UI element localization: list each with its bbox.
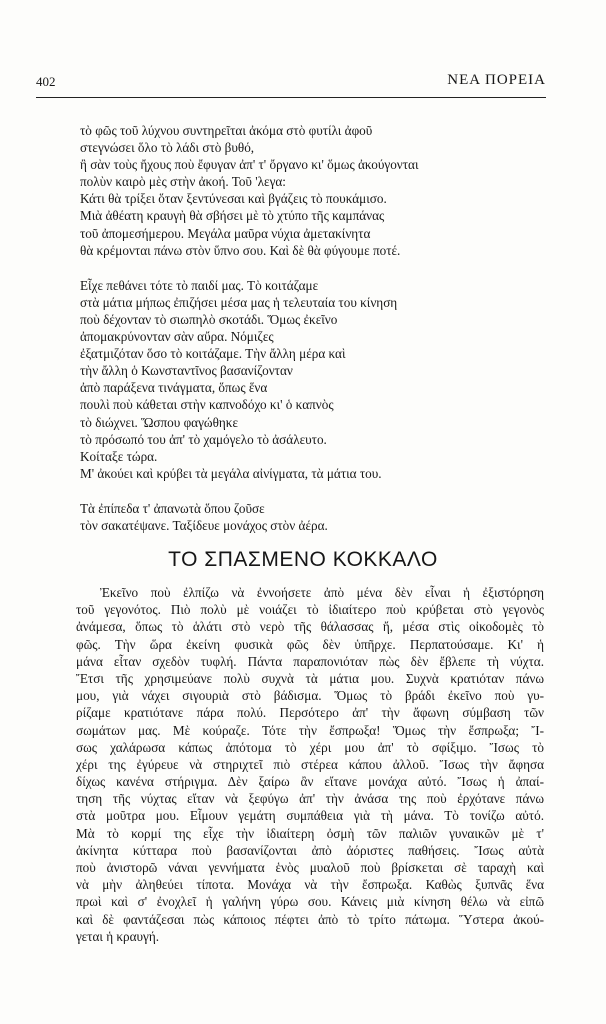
poem-line: πουλὶ ποὺ κάθεται στὴν καπνοδόχο κι' ὁ καπνὸς — [80, 397, 334, 413]
prose-line: τοῦ γεγονότος. Πιὸ πολὺ μὲ νοιάζει τὸ ἰδιαίτερο ποὺ κρύβεται στὸ γεγονὸς — [76, 602, 544, 618]
section-title: ΤΟ ΣΠΑΣΜΕΝΟ ΚΟΚΚΑΛΟ — [168, 548, 438, 571]
prose-line: γεται ἡ κραυγή. — [76, 928, 160, 944]
prose-line: Ἔτσι τῆς χρησιμεύανε πολὺ συχνὰ τὰ μάτια μου. Συχνὰ κρατιόταν πάνω — [76, 670, 544, 686]
running-head: ΝΕΑ ΠΟΡΕΙΑ — [447, 72, 546, 88]
poem-line: στεγνώσει ὅλο τὸ λάδι στὸ βυθό, — [80, 140, 255, 156]
prose-line: ρίζαμε κρατιότανε πάρα πολύ. Περσότερο ἀπ' τὴν ἄφωνη σύμβαση τῶν — [76, 705, 544, 721]
poem-line: ἀπομακρύνονταν σὰν αὔρα. Νόμιζες — [80, 329, 274, 345]
poem-line: τοῦ ἀπομεσήμερου. Μεγάλα μαῦρα νύχια ἀμετακίνητα — [80, 225, 371, 241]
poem-line: θὰ κρέμονται πάνω στὸν ὕπνο σου. Καὶ δὲ θὰ φύγουμε ποτέ. — [80, 242, 401, 258]
poem-line: ἐξατμιζόταν ὅσο τὸ κοιτάζαμε. Τὴν ἄλλη μέρα καὶ — [80, 346, 346, 362]
prose-line: μάνα εἶταν σχεδὸν τυφλή. Πάντα παραπονιόταν πὼς δὲν ἔβλεπε τὴ νύχτα. — [76, 653, 544, 669]
prose-line: σωμάτων μας. Μὲ κούραζε. Τότε τὴν ἔσπρωξα! Ὅμως τὴν ἔσπρωξα; Ἴ- — [76, 722, 544, 738]
poem-line: Μιὰ ἀθέατη κραυγὴ θὰ σβήσει μὲ τὸ χτύπο τῆς καμπάνας — [80, 208, 385, 224]
poem-line: στὰ μάτια μήπως ἐπιζήσει μέσα μας ἡ τελευταία του κίνηση — [80, 294, 398, 310]
poem-line: τὸν σακατέψανε. Ταξίδευε μονάχος στὸν ἀέρα. — [80, 517, 328, 533]
page-number: 402 — [36, 74, 56, 89]
poem-line: Εἶχε πεθάνει τότε τὸ παιδί μας. Τὸ κοιτάζαμε — [80, 277, 319, 293]
prose-line: χέρι της ἐγύρευε νὰ στηριχτεῖ πιὸ στέρεα κάπου ἀλλοῦ. Ἴσως τὴν ἄφησα — [76, 756, 544, 772]
page-header — [36, 72, 546, 94]
prose-line: ἀνάμεσα, ὅπως τὸ ἁλάτι στὸ νερὸ τῆς θάλασσας ἤ, μέσα στὶς οἰκοδομὲς τὸ — [76, 619, 544, 635]
prose-line: φῶς. Τὴν ὥρα ἐκείνη φυσικὰ φῶς δὲν ὑπῆρχε. Περπατούσαμε. Κι' ἡ — [76, 636, 544, 652]
poem-line: Κοίταξε τώρα. — [80, 448, 158, 464]
poem-line: Κάτι θὰ τρίξει ὅταν ξεντύνεσαι καὶ βγάζεις τὸ πουκάμισο. — [80, 191, 387, 207]
prose-line: σως χαλάρωσα κάπως ἀπότομα τὸ χέρι μου ἀπ' τὸ σφίξιμο. Ἴσως τὸ — [76, 739, 544, 755]
prose-line: πρωὶ καὶ σ' ἐνοχλεῖ ἡ γαλήνη γύρω σου. Κάνεις μιὰ κίνηση θέλω νὰ εἰπῶ — [76, 894, 544, 910]
prose-line: στὰ μοῦτρα μου. Εἶμουν γεμάτη συμπάθεια γιὰ τὴ μάνα. Τὸ τονίζω αὐτό. — [76, 808, 544, 824]
prose-text — [76, 584, 544, 945]
poem-line: ἢ σὰν τοὺς ἤχους ποὺ ἔφυγαν ἀπ' τ' ὄργανο κι' ὅμως ἀκούγονται — [80, 157, 419, 173]
header-rule — [36, 97, 546, 98]
poem-line: τὴν ἄλλη ὁ Κωνσταντῖνος βασανίζονταν — [80, 363, 293, 379]
poem-line: ἀπὸ παράξενα τινάγματα, ὅπως ἕνα — [80, 380, 268, 396]
poem-line: Τὰ ἐπίπεδα τ' ἀπανωτὰ ὅπου ζοῦσε — [80, 500, 265, 516]
prose-line: καὶ δὲ φαντάζεσαι πὼς κάποιος πέφτει ἀπὸ τὸ τρίτο πάτωμα. Ὕστερα ἀκού- — [76, 911, 544, 927]
poem-line: πολὺν καιρὸ μὲς στὴν ἀκοή. Τοῦ 'λεγα: — [80, 174, 286, 190]
prose-line: νὰ μὴν ἀληθεύει τίποτα. Μονάχα νὰ τὴν ἔσπρωξα. Καθὼς ξυπνᾶς ἕνα — [76, 877, 544, 893]
poem-line: τὸ διώχνει. Ὥσπου φαγώθηκε — [80, 414, 238, 430]
stanza-break — [80, 259, 550, 277]
poem-line: τὸ φῶς τοῦ λύχνου συντηρεῖται ἀκόμα στὸ φυτίλι ἀφοῦ — [80, 123, 373, 138]
prose-line: μου, γιὰ νάχει σιγουριὰ στὸ βάδισμα. Ὅμως τὸ βράδι ἐκεῖνο ποὺ γυ- — [76, 688, 544, 704]
prose-line: ἀκίνητα κύτταρα ποὺ βασανίζονται ἀπὸ ἀόριστες παθήσεις. Ἴσως αὐτὰ — [76, 842, 544, 858]
poem-text — [80, 122, 550, 534]
prose-line: τηση τῆς νύχτας εἴταν νὰ ξεφύγω ἀπ' τὴν ἀνάσα της ποὺ ἐρχότανε πάνω — [76, 791, 544, 807]
stanza-break — [80, 482, 550, 500]
poem-line: τὸ πρόσωπό του ἀπ' τὸ χαμόγελο τὸ ἀσάλευτο. — [80, 431, 327, 447]
prose-line: ποὺ ἀνιστορῶ νάναι γεννήματα ἑνὸς μυαλοῦ ποὺ βρίσκεται σὲ ταραχὴ καὶ — [76, 860, 544, 875]
prose-line: Μὰ τὸ κορμί της εἶχε τὴν ἰδιαίτερη ὀσμὴ τῶν παλιῶν γυναικῶν μὲ τ' — [76, 825, 544, 841]
poem-line: ποὺ δέχονταν τὸ σιωπηλὸ σκοτάδι. Ὅμως ἐκεῖνο — [80, 311, 338, 327]
poem-line: Μ' ἀκούει καὶ κρύβει τὰ μεγάλα αἰνίγματα, τὰ μάτια του. — [80, 465, 382, 481]
prose-line: Ἐκεῖνο ποὺ ἐλπίζω νὰ ἐννοήσετε ἀπὸ μένα δὲν εἶναι ἡ ἐξιστόρηση — [100, 585, 544, 600]
prose-line: δίχως κανένα στήριγμα. Δὲν ξαίρω ἂν εἴτανε μονάχα αὐτό. Ἴσως ἡ ἀπαί- — [76, 774, 544, 790]
